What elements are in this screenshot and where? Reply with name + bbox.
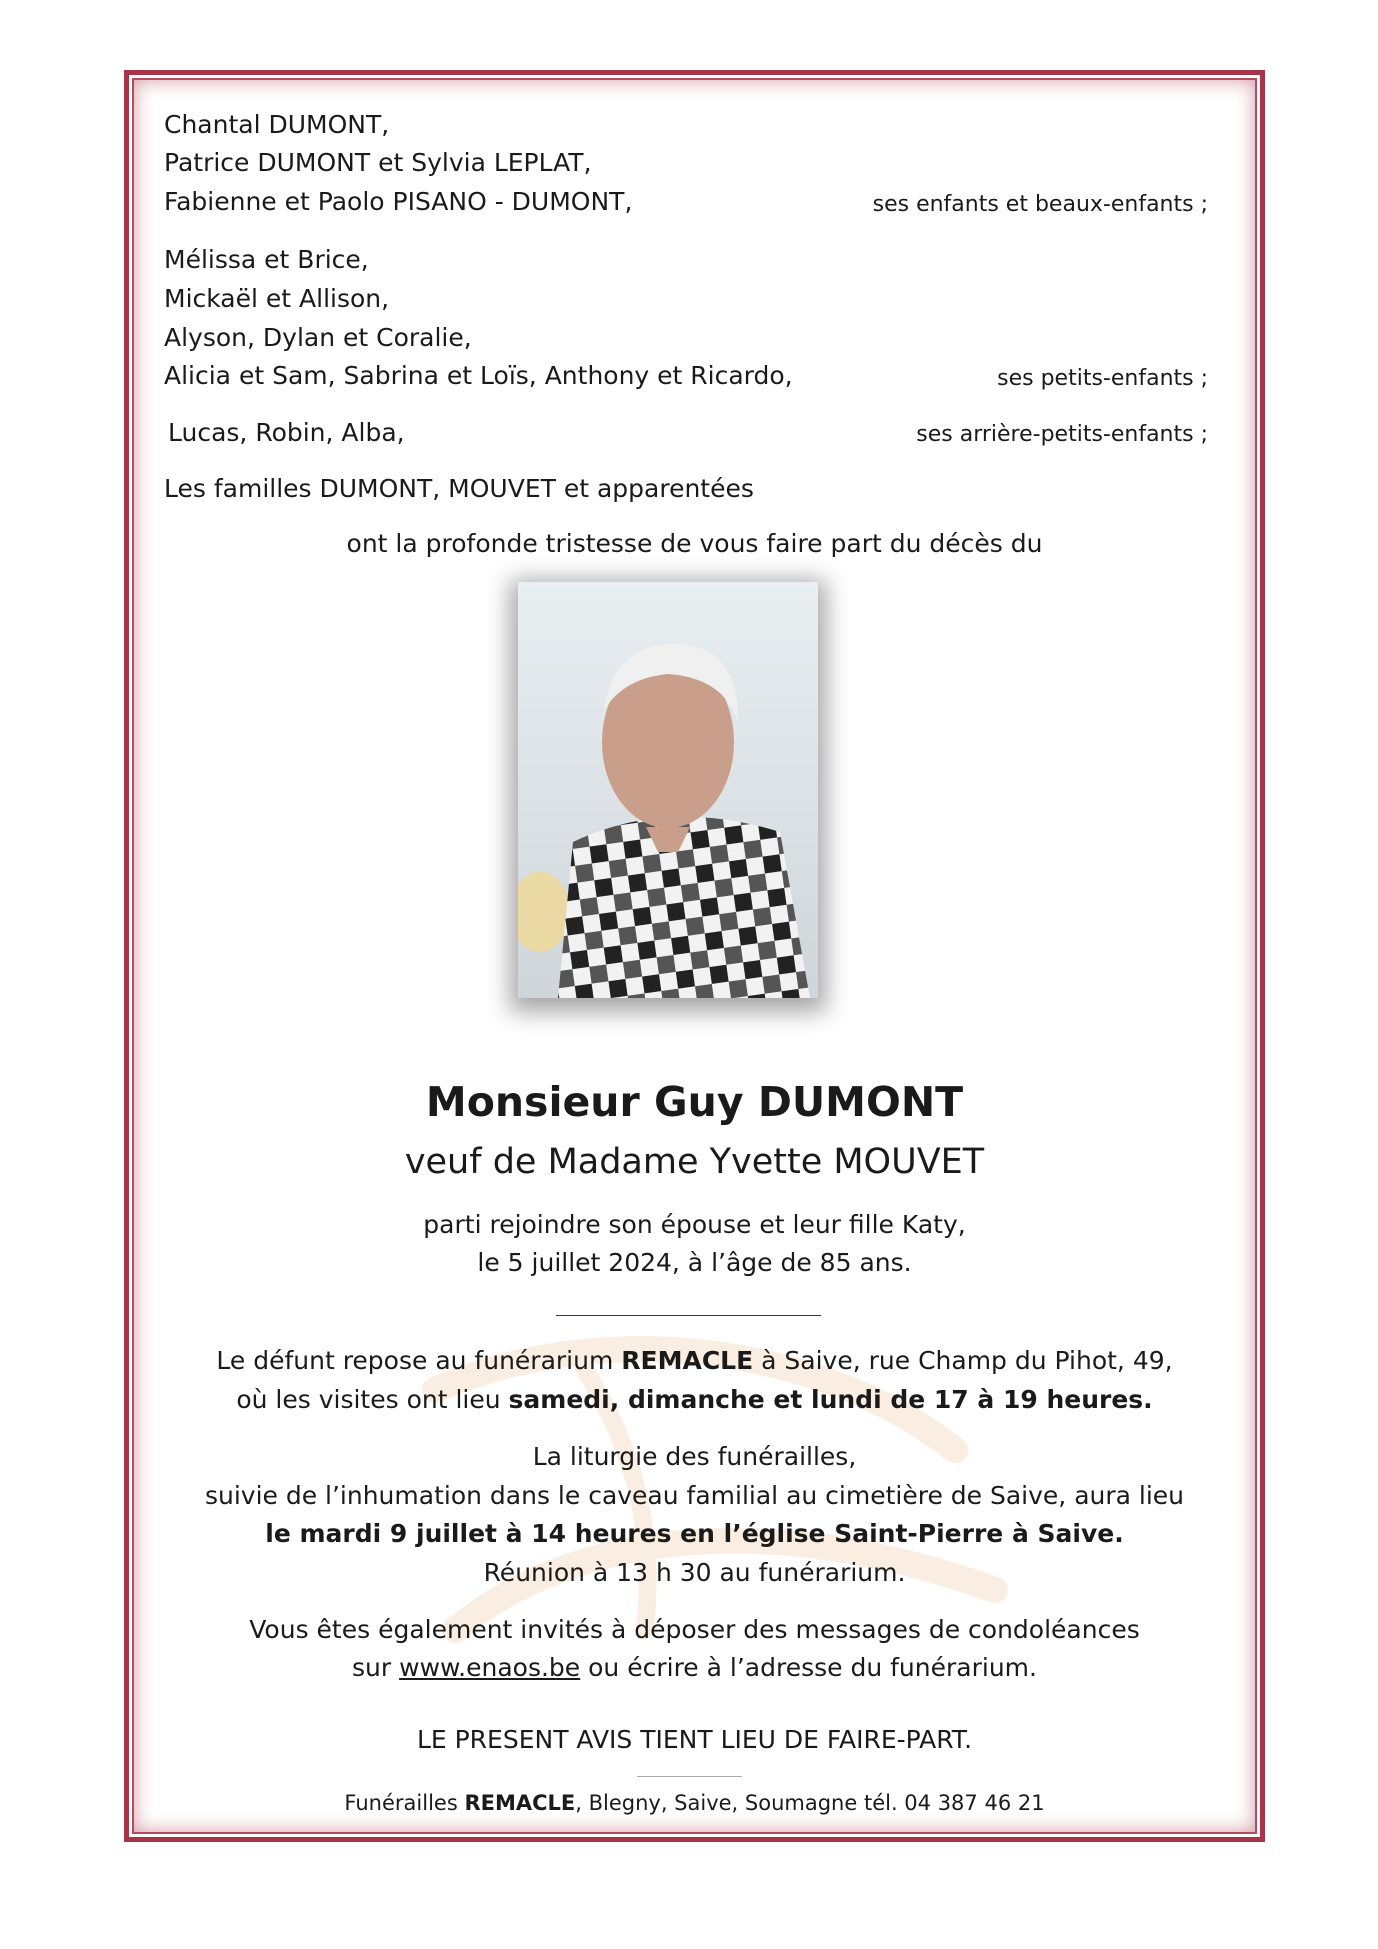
portrait-photo: [518, 582, 818, 998]
grandchild-line-1: Mélissa et Brice,: [164, 245, 369, 274]
condolences-line-1: Vous êtes également invités à déposer des messages de condoléances: [249, 1615, 1140, 1644]
great-grandchildren: Lucas, Robin, Alba,: [168, 418, 405, 447]
departure-line-2: le 5 juillet 2024, à l’âge de 85 ans.: [477, 1248, 912, 1277]
visitation-line-2: où les visites ont lieu samedi, dimanche et lundi de 17 à 19 heures.: [236, 1385, 1153, 1414]
grandchild-line-4: Alicia et Sam, Sabrina et Loïs, Anthony et Ricardo,: [164, 361, 793, 390]
child-line-2: Patrice DUMONT et Sylvia LEPLAT,: [164, 148, 592, 177]
families-line: Les familles DUMONT, MOUVET et apparentées: [164, 474, 754, 503]
condolences-line-2: sur www.enaos.be ou écrire à l’adresse du funérarium.: [352, 1653, 1037, 1682]
child-line-1: Chantal DUMONT,: [164, 110, 390, 139]
funeral-line-2: suivie de l’inhumation dans le caveau familial au cimetière de Saive, aura lieu: [204, 1481, 1185, 1510]
grandchildren-label: ses petits-enfants ;: [997, 366, 1208, 391]
deceased-name: Monsieur Guy DUMONT: [425, 1078, 964, 1126]
funeral-line-4: Réunion à 13 h 30 au funérarium.: [483, 1558, 906, 1587]
footer-line: Funérailles REMACLE, Blegny, Saive, Soumagne tél. 04 387 46 21: [344, 1791, 1045, 1815]
announcement: ont la profonde tristesse de vous faire part du décès du: [346, 529, 1043, 558]
footer-rule: [637, 1776, 742, 1777]
funeral-line-1: La liturgie des funérailles,: [532, 1442, 857, 1471]
widower-line: veuf de Madame Yvette MOUVET: [404, 1142, 985, 1182]
children-label: ses enfants et beaux-enfants ;: [872, 192, 1208, 217]
departure-line-1: parti rejoindre son épouse et leur fille Katy,: [423, 1210, 966, 1239]
enaos-link[interactable]: www.enaos.be: [399, 1653, 581, 1682]
funeral-home-name: REMACLE: [621, 1346, 754, 1375]
divider-rule: [556, 1315, 821, 1316]
visiting-hours: samedi, dimanche et lundi de 17 à 19 heures.: [508, 1385, 1153, 1414]
child-line-3: Fabienne et Paolo PISANO - DUMONT,: [164, 187, 633, 216]
visitation-line-1: Le défunt repose au funérarium REMACLE à Saive, rue Champ du Pihot, 49,: [216, 1346, 1173, 1375]
great-grandchildren-label: ses arrière-petits-enfants ;: [916, 422, 1208, 447]
notice-line: LE PRESENT AVIS TIENT LIEU DE FAIRE-PART.: [416, 1725, 973, 1754]
grandchild-line-3: Alyson, Dylan et Coralie,: [164, 323, 472, 352]
grandchild-line-2: Mickaël et Allison,: [164, 284, 390, 313]
funeral-line-3: le mardi 9 juillet à 14 heures en l’église Saint-Pierre à Saive.: [265, 1519, 1124, 1548]
